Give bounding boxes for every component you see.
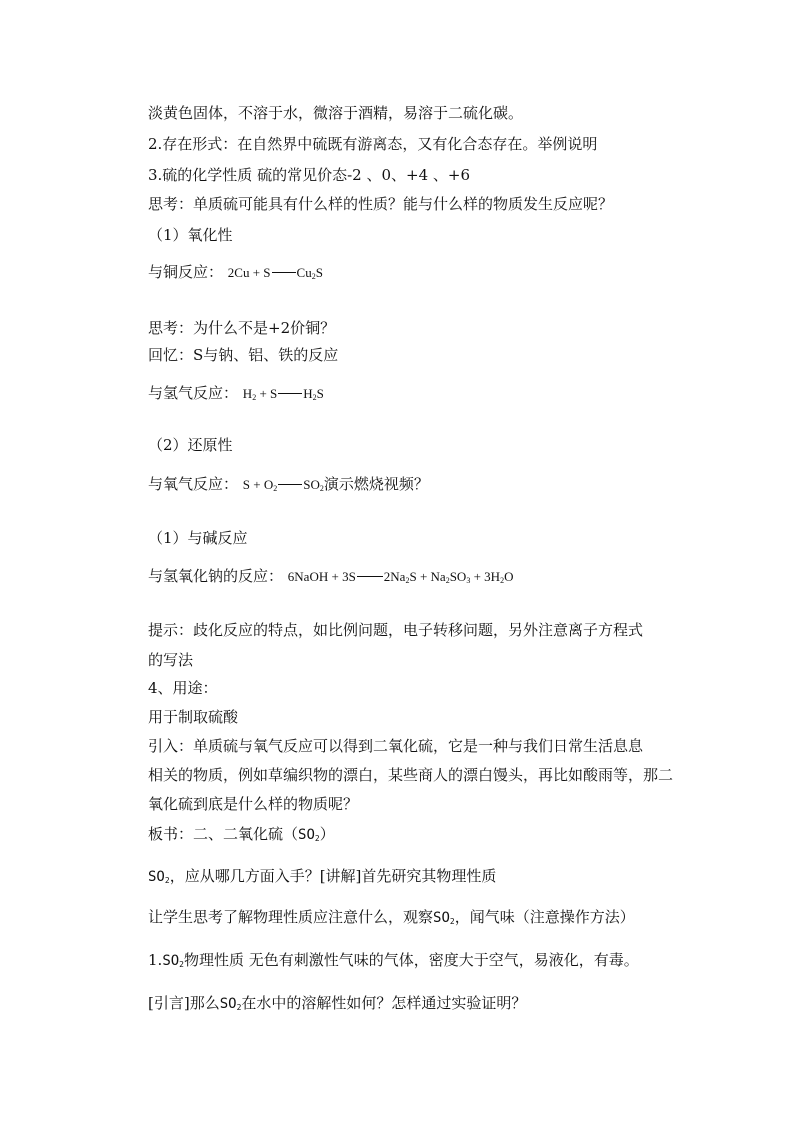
equation: 6NaOH + 3S $2Na_2S + Na_2SO_3 + 3H_2O$ bbox=[287, 569, 514, 585]
equation-line-naoh bbox=[148, 566, 513, 587]
text-line: 思考：为什么不是+2价铜？ bbox=[148, 319, 336, 337]
text-line: 让学生思考了解物理性质应注意什么，观察$SO_2$，闻气味（注意操作方法） bbox=[148, 908, 635, 926]
text-line: 思考：单质硫可能具有什么样的性质？能与什么样的物质发生反应呢？ bbox=[148, 195, 614, 213]
equation-line-h2 bbox=[148, 383, 324, 404]
label: 与铜反应： bbox=[148, 263, 224, 281]
text-line: 相关的物质，例如草编织物的漂白，某些商人的漂白馒头，再比如酸雨等，那二 bbox=[148, 766, 674, 784]
label: 与氧气反应： bbox=[148, 475, 239, 493]
text-line: 的写法 bbox=[148, 651, 194, 669]
formula-so2: $SO_2$ bbox=[433, 910, 455, 926]
text-line: 2.存在形式：在自然界中硫既有游离态，又有化合态存在。举例说明 bbox=[148, 135, 598, 153]
text-line: [引言]那么$SO_2$在水中的溶解性如何？怎样通过实验证明？ bbox=[148, 994, 527, 1012]
text-line: （1）与碱反应 bbox=[148, 529, 248, 547]
text-line-heading: 板书：二、二氧化硫$(SO_2)$ bbox=[148, 825, 335, 843]
formula-so2: $SO_2$ bbox=[219, 996, 242, 1012]
text-line: $1.SO_2$物理性质 无色有刺激性气味的气体，密度大于空气，易液化，有毒。 bbox=[148, 951, 639, 969]
text-line: $SO_2$，应从哪几方面入手？[讲解]首先研究其物理性质 bbox=[148, 867, 497, 885]
text-line: 提示：歧化反应的特点，如比例问题，电子转移问题，另外注意离子方程式 bbox=[148, 621, 644, 639]
text-line: 氧化硫到底是什么样的物质呢？ bbox=[148, 795, 359, 813]
text-line: （2）还原性 bbox=[148, 436, 233, 454]
text-line: 引入：单质硫与氧气反应可以得到二氧化硫，它是一种与我们日常生活息息 bbox=[148, 737, 644, 755]
equation: 2Cu + S $Cu_2S$ bbox=[227, 265, 323, 281]
formula-so2: $SO_2$ bbox=[148, 869, 170, 885]
label: 与氢氧化钠的反应： bbox=[148, 567, 284, 585]
text-line: （1）氧化性 bbox=[148, 226, 233, 244]
equation: $S + O_2$ $SO_2$ bbox=[242, 477, 324, 493]
text-line: 用于制取硫酸 bbox=[148, 708, 239, 726]
text-line: 回忆：S与钠、铝、铁的反应 bbox=[148, 346, 339, 364]
text-line: 3.硫的化学性质 硫的常见价态-2 、0、+4 、+6 bbox=[148, 166, 470, 184]
tail-text: 演示燃烧视频？ bbox=[323, 475, 429, 493]
equation-line-cu bbox=[148, 262, 323, 283]
text-line: 淡黄色固体，不溶于水，微溶于酒精，易溶于二硫化碳。 bbox=[148, 104, 524, 122]
formula-so2: $SO_2$ bbox=[298, 827, 320, 843]
formula-so2: $SO_2$ bbox=[162, 953, 184, 969]
label: 与氢气反应： bbox=[148, 384, 239, 402]
equation-line-o2 bbox=[148, 474, 429, 495]
equation: $H_2 + S$ $H_2S$ bbox=[242, 386, 324, 402]
text-line: 4、用途： bbox=[148, 679, 218, 697]
